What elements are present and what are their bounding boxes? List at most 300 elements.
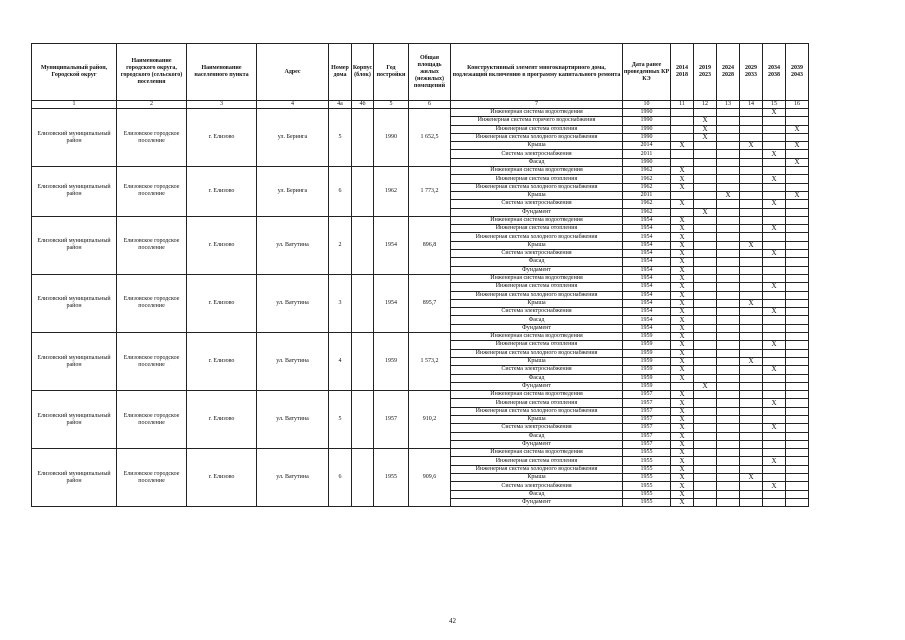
period-mark-cell: [786, 440, 809, 448]
previous-repair-date-cell: 1954: [623, 250, 671, 258]
block-cell: [352, 274, 374, 332]
period-mark-cell: X: [671, 183, 694, 191]
period-mark-cell: [740, 150, 763, 158]
period-mark-cell: [740, 266, 763, 274]
period-mark-cell: X: [740, 299, 763, 307]
period-mark-cell: X: [671, 465, 694, 473]
period-mark-cell: [717, 158, 740, 166]
period-mark-cell: [694, 258, 717, 266]
period-mark-cell: X: [671, 200, 694, 208]
column-number: 15: [763, 101, 786, 109]
previous-repair-date-cell: 1959: [623, 366, 671, 374]
column-number: 6: [409, 101, 451, 109]
period-mark-cell: [717, 391, 740, 399]
period-mark-cell: [786, 183, 809, 191]
period-mark-cell: [694, 407, 717, 415]
previous-repair-date-cell: 1954: [623, 241, 671, 249]
element-cell: Инженерная система водоотведения: [451, 167, 623, 175]
previous-repair-date-cell: 1959: [623, 333, 671, 341]
table-row: [32, 274, 809, 282]
period-mark-cell: [717, 374, 740, 382]
house-number-cell: 6: [329, 449, 352, 507]
year-cell: 1954: [374, 216, 409, 274]
period-mark-cell: X: [694, 208, 717, 216]
period-mark-cell: [763, 158, 786, 166]
period-mark-cell: X: [671, 258, 694, 266]
period-mark-cell: X: [763, 366, 786, 374]
period-mark-cell: [740, 457, 763, 465]
period-mark-cell: X: [671, 374, 694, 382]
column-number: 4б: [352, 101, 374, 109]
house-number-cell: 5: [329, 109, 352, 167]
period-mark-cell: [717, 183, 740, 191]
element-cell: Крыша: [451, 415, 623, 423]
previous-repair-date-cell: 1957: [623, 424, 671, 432]
period-mark-cell: [694, 432, 717, 440]
element-cell: Фундамент: [451, 382, 623, 390]
period-mark-cell: [786, 374, 809, 382]
element-cell: Инженерная система отопления: [451, 283, 623, 291]
period-mark-cell: [717, 200, 740, 208]
period-mark-cell: X: [740, 357, 763, 365]
settlement-cell: Елизовское городское поселение: [117, 274, 187, 332]
period-mark-cell: [786, 308, 809, 316]
period-mark-cell: X: [671, 498, 694, 506]
period-mark-cell: [763, 183, 786, 191]
period-mark-cell: X: [694, 382, 717, 390]
period-mark-cell: [717, 258, 740, 266]
period-mark-cell: [763, 125, 786, 133]
period-mark-cell: [786, 216, 809, 224]
period-mark-cell: [786, 382, 809, 390]
area-cell: 896,8: [409, 216, 451, 274]
block-cell: [352, 333, 374, 391]
period-mark-cell: [694, 349, 717, 357]
period-mark-cell: [717, 399, 740, 407]
period-mark-cell: [786, 233, 809, 241]
block-cell: [352, 109, 374, 167]
period-mark-cell: X: [671, 291, 694, 299]
period-mark-cell: [763, 142, 786, 150]
element-cell: Фасад: [451, 316, 623, 324]
period-mark-cell: X: [671, 283, 694, 291]
column-number: 14: [740, 101, 763, 109]
previous-repair-date-cell: 1990: [623, 117, 671, 125]
period-mark-cell: [717, 274, 740, 282]
period-mark-cell: [694, 175, 717, 183]
column-number: 2: [117, 101, 187, 109]
period-mark-cell: [786, 366, 809, 374]
period-mark-cell: [694, 482, 717, 490]
column-number: 12: [694, 101, 717, 109]
period-mark-cell: [740, 308, 763, 316]
period-mark-cell: X: [671, 482, 694, 490]
previous-repair-date-cell: 1957: [623, 440, 671, 448]
previous-repair-date-cell: 1955: [623, 465, 671, 473]
previous-repair-date-cell: 1954: [623, 283, 671, 291]
period-mark-cell: [740, 465, 763, 473]
period-mark-cell: X: [740, 474, 763, 482]
period-mark-cell: [717, 167, 740, 175]
previous-repair-date-cell: 1957: [623, 391, 671, 399]
element-cell: Фундамент: [451, 498, 623, 506]
locality-cell: г. Елизово: [187, 167, 257, 217]
house-number-cell: 5: [329, 391, 352, 449]
period-mark-cell: [786, 208, 809, 216]
period-mark-cell: X: [671, 449, 694, 457]
previous-repair-date-cell: 1954: [623, 291, 671, 299]
period-mark-cell: [717, 266, 740, 274]
period-mark-cell: [740, 175, 763, 183]
period-mark-cell: X: [763, 457, 786, 465]
previous-repair-date-cell: 1990: [623, 158, 671, 166]
header-period-2034-2038: 2034 2038: [763, 44, 786, 101]
period-mark-cell: X: [763, 150, 786, 158]
period-mark-cell: [786, 291, 809, 299]
period-mark-cell: X: [786, 142, 809, 150]
period-mark-cell: X: [671, 175, 694, 183]
period-mark-cell: [717, 449, 740, 457]
element-cell: Фундамент: [451, 266, 623, 274]
locality-cell: г. Елизово: [187, 333, 257, 391]
period-mark-cell: [740, 316, 763, 324]
period-mark-cell: X: [671, 233, 694, 241]
period-mark-cell: [717, 308, 740, 316]
period-mark-cell: X: [671, 299, 694, 307]
period-mark-cell: [763, 216, 786, 224]
period-mark-cell: [717, 241, 740, 249]
period-mark-cell: [786, 283, 809, 291]
previous-repair-date-cell: 1959: [623, 349, 671, 357]
locality-cell: г. Елизово: [187, 216, 257, 274]
previous-repair-date-cell: 1962: [623, 208, 671, 216]
period-mark-cell: [786, 258, 809, 266]
district-cell: Елизовский муниципальный район: [32, 391, 117, 449]
element-cell: Система электроснабжения: [451, 482, 623, 490]
period-mark-cell: X: [671, 333, 694, 341]
period-mark-cell: [717, 490, 740, 498]
settlement-cell: Елизовское городское поселение: [117, 449, 187, 507]
header-element: Конструктивный элемент многоквартирного дома, подлежащий включению в программу капитального ремонта: [451, 44, 623, 101]
element-cell: Инженерная система холодного водоснабжения: [451, 133, 623, 141]
period-mark-cell: X: [671, 391, 694, 399]
element-cell: Инженерная система водоотведения: [451, 274, 623, 282]
previous-repair-date-cell: 1962: [623, 167, 671, 175]
period-mark-cell: [763, 274, 786, 282]
header-period-2039-2043: 2039 2043: [786, 44, 809, 101]
element-cell: Инженерная система водоотведения: [451, 109, 623, 117]
header-area: Общая площадь жилых (нежилых) помещений: [409, 44, 451, 101]
period-mark-cell: X: [671, 366, 694, 374]
period-mark-cell: X: [671, 341, 694, 349]
period-mark-cell: X: [763, 482, 786, 490]
period-mark-cell: X: [694, 125, 717, 133]
column-number: 10: [623, 101, 671, 109]
period-mark-cell: X: [671, 225, 694, 233]
period-mark-cell: X: [717, 191, 740, 199]
period-mark-cell: [717, 474, 740, 482]
element-cell: Крыша: [451, 241, 623, 249]
settlement-cell: Елизовское городское поселение: [117, 167, 187, 217]
period-mark-cell: X: [671, 457, 694, 465]
period-mark-cell: [786, 109, 809, 117]
previous-repair-date-cell: 1959: [623, 357, 671, 365]
period-mark-cell: [694, 183, 717, 191]
period-mark-cell: [694, 109, 717, 117]
period-mark-cell: [740, 191, 763, 199]
period-mark-cell: [786, 133, 809, 141]
period-mark-cell: [694, 308, 717, 316]
period-mark-cell: X: [671, 324, 694, 332]
period-mark-cell: X: [671, 250, 694, 258]
element-cell: Инженерная система отопления: [451, 225, 623, 233]
period-mark-cell: [694, 274, 717, 282]
period-mark-cell: [694, 474, 717, 482]
element-cell: Фасад: [451, 258, 623, 266]
element-cell: Система электроснабжения: [451, 366, 623, 374]
period-mark-cell: [717, 424, 740, 432]
previous-repair-date-cell: 1955: [623, 482, 671, 490]
previous-repair-date-cell: 1990: [623, 125, 671, 133]
period-mark-cell: [717, 432, 740, 440]
period-mark-cell: [786, 357, 809, 365]
period-mark-cell: [740, 341, 763, 349]
period-mark-cell: [740, 225, 763, 233]
column-number: 3: [187, 101, 257, 109]
table-row: [32, 449, 809, 457]
element-cell: Фасад: [451, 158, 623, 166]
district-cell: Елизовский муниципальный район: [32, 216, 117, 274]
element-cell: Фундамент: [451, 208, 623, 216]
period-mark-cell: [694, 233, 717, 241]
period-mark-cell: [694, 266, 717, 274]
table-row: [32, 109, 809, 117]
period-mark-cell: [694, 316, 717, 324]
period-mark-cell: [786, 324, 809, 332]
period-mark-cell: [671, 208, 694, 216]
period-mark-cell: [740, 250, 763, 258]
previous-repair-date-cell: 1990: [623, 133, 671, 141]
previous-repair-date-cell: 2011: [623, 150, 671, 158]
element-cell: Крыша: [451, 474, 623, 482]
year-cell: 1962: [374, 167, 409, 217]
area-cell: 1 573,2: [409, 333, 451, 391]
previous-repair-date-cell: 1957: [623, 432, 671, 440]
period-mark-cell: [786, 349, 809, 357]
period-mark-cell: [694, 498, 717, 506]
period-mark-cell: [671, 109, 694, 117]
period-mark-cell: X: [671, 316, 694, 324]
element-cell: Инженерная система отопления: [451, 399, 623, 407]
period-mark-cell: [786, 457, 809, 465]
previous-repair-date-cell: 1955: [623, 449, 671, 457]
period-mark-cell: X: [694, 133, 717, 141]
period-mark-cell: [740, 158, 763, 166]
previous-repair-date-cell: 1954: [623, 308, 671, 316]
period-mark-cell: [763, 374, 786, 382]
column-number: 4а: [329, 101, 352, 109]
period-mark-cell: [740, 216, 763, 224]
period-mark-cell: [786, 299, 809, 307]
header-period-2019-2023: 2019 2023: [694, 44, 717, 101]
element-cell: Крыша: [451, 142, 623, 150]
header-previous-repair-date: Дата ранее проведенных КР КЭ: [623, 44, 671, 101]
period-mark-cell: [717, 324, 740, 332]
element-cell: Крыша: [451, 191, 623, 199]
table-row: [32, 333, 809, 341]
period-mark-cell: [763, 233, 786, 241]
period-mark-cell: X: [671, 216, 694, 224]
element-cell: Система электроснабжения: [451, 308, 623, 316]
period-mark-cell: X: [671, 407, 694, 415]
period-mark-cell: X: [694, 117, 717, 125]
period-mark-cell: [740, 498, 763, 506]
previous-repair-date-cell: 1954: [623, 299, 671, 307]
period-mark-cell: [717, 366, 740, 374]
year-cell: 1957: [374, 391, 409, 449]
period-mark-cell: [671, 382, 694, 390]
period-mark-cell: [763, 117, 786, 125]
element-cell: Инженерная система горячего водоснабжения: [451, 117, 623, 125]
period-mark-cell: [694, 366, 717, 374]
period-mark-cell: [694, 357, 717, 365]
period-mark-cell: [786, 498, 809, 506]
period-mark-cell: [694, 250, 717, 258]
table-row: [32, 216, 809, 224]
period-mark-cell: [786, 225, 809, 233]
period-mark-cell: X: [671, 399, 694, 407]
period-mark-cell: [763, 391, 786, 399]
period-mark-cell: [740, 274, 763, 282]
block-cell: [352, 391, 374, 449]
capital-repair-table-sheet: [31, 43, 809, 507]
period-mark-cell: [694, 341, 717, 349]
period-mark-cell: [763, 465, 786, 473]
period-mark-cell: [671, 133, 694, 141]
period-mark-cell: [717, 142, 740, 150]
period-mark-cell: [786, 482, 809, 490]
previous-repair-date-cell: 1990: [623, 109, 671, 117]
column-number: 4: [257, 101, 329, 109]
page-number: 42: [449, 617, 456, 625]
district-cell: Елизовский муниципальный район: [32, 274, 117, 332]
previous-repair-date-cell: 1955: [623, 490, 671, 498]
period-mark-cell: [786, 391, 809, 399]
element-cell: Инженерная система водоотведения: [451, 449, 623, 457]
header-address: Адрес: [257, 44, 329, 101]
period-mark-cell: [694, 158, 717, 166]
period-mark-cell: [717, 291, 740, 299]
period-mark-cell: [786, 424, 809, 432]
period-mark-cell: [694, 374, 717, 382]
period-mark-cell: [763, 382, 786, 390]
period-mark-cell: [786, 117, 809, 125]
block-cell: [352, 216, 374, 274]
address-cell: ул. Ватутина: [257, 216, 329, 274]
element-cell: Инженерная система отопления: [451, 457, 623, 465]
period-mark-cell: [786, 250, 809, 258]
locality-cell: г. Елизово: [187, 449, 257, 507]
period-mark-cell: [717, 299, 740, 307]
period-mark-cell: [694, 142, 717, 150]
element-cell: Крыша: [451, 299, 623, 307]
period-mark-cell: [740, 432, 763, 440]
locality-cell: г. Елизово: [187, 391, 257, 449]
period-mark-cell: [717, 208, 740, 216]
period-mark-cell: [740, 440, 763, 448]
area-cell: 1 652,5: [409, 109, 451, 167]
period-mark-cell: X: [763, 283, 786, 291]
period-mark-cell: [671, 191, 694, 199]
element-cell: Инженерная система холодного водоснабжения: [451, 183, 623, 191]
period-mark-cell: [740, 407, 763, 415]
period-mark-cell: [740, 324, 763, 332]
period-mark-cell: [763, 498, 786, 506]
period-mark-cell: X: [671, 349, 694, 357]
period-mark-cell: [717, 250, 740, 258]
period-mark-cell: [740, 125, 763, 133]
element-cell: Крыша: [451, 357, 623, 365]
period-mark-cell: X: [671, 424, 694, 432]
period-mark-cell: [694, 167, 717, 175]
element-cell: Фасад: [451, 374, 623, 382]
period-mark-cell: [740, 291, 763, 299]
previous-repair-date-cell: 1957: [623, 407, 671, 415]
period-mark-cell: [740, 183, 763, 191]
previous-repair-date-cell: 1954: [623, 258, 671, 266]
column-number-row: [32, 101, 809, 109]
element-cell: Инженерная система отопления: [451, 175, 623, 183]
period-mark-cell: [694, 225, 717, 233]
period-mark-cell: X: [671, 474, 694, 482]
year-cell: 1955: [374, 449, 409, 507]
settlement-cell: Елизовское городское поселение: [117, 333, 187, 391]
period-mark-cell: [740, 374, 763, 382]
previous-repair-date-cell: 1955: [623, 498, 671, 506]
element-cell: Инженерная система холодного водоснабжения: [451, 407, 623, 415]
element-cell: Фасад: [451, 432, 623, 440]
previous-repair-date-cell: 1962: [623, 200, 671, 208]
period-mark-cell: [763, 349, 786, 357]
period-mark-cell: [763, 324, 786, 332]
period-mark-cell: X: [763, 200, 786, 208]
period-mark-cell: [694, 200, 717, 208]
settlement-cell: Елизовское городское поселение: [117, 109, 187, 167]
period-mark-cell: [740, 399, 763, 407]
period-mark-cell: [694, 391, 717, 399]
period-mark-cell: [763, 241, 786, 249]
period-mark-cell: [763, 133, 786, 141]
period-mark-cell: [694, 415, 717, 423]
period-mark-cell: X: [763, 225, 786, 233]
period-mark-cell: [740, 133, 763, 141]
period-mark-cell: [786, 474, 809, 482]
period-mark-cell: [694, 465, 717, 473]
period-mark-cell: [763, 258, 786, 266]
period-mark-cell: [740, 449, 763, 457]
period-mark-cell: [740, 117, 763, 125]
period-mark-cell: X: [671, 308, 694, 316]
period-mark-cell: [740, 382, 763, 390]
period-mark-cell: [740, 333, 763, 341]
period-mark-cell: X: [763, 308, 786, 316]
table-body: [32, 109, 809, 507]
previous-repair-date-cell: 1957: [623, 415, 671, 423]
previous-repair-date-cell: 1962: [623, 175, 671, 183]
period-mark-cell: [717, 341, 740, 349]
period-mark-cell: [763, 357, 786, 365]
table-row: [32, 167, 809, 175]
